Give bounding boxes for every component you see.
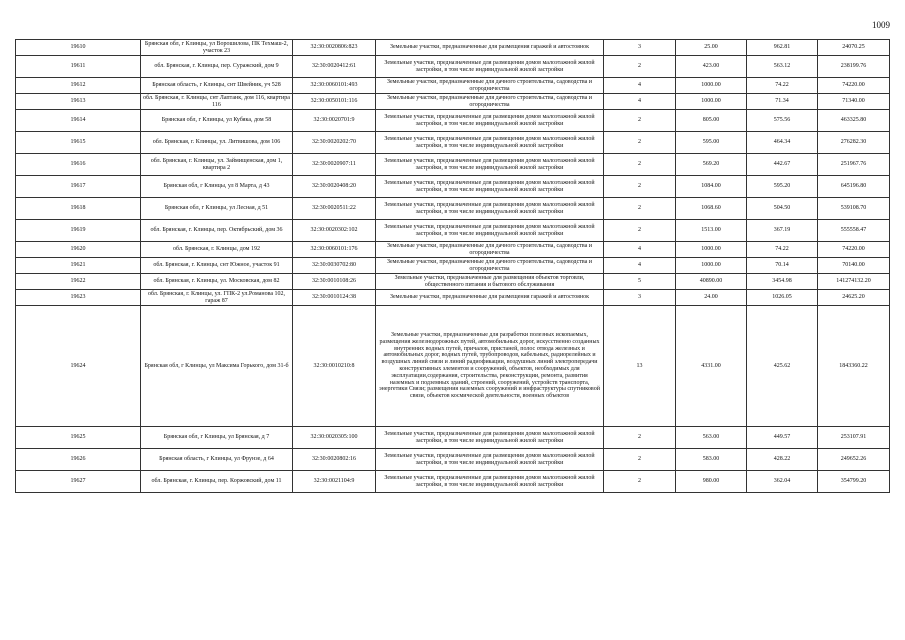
area-cell: 1000.00	[676, 242, 747, 258]
table-row	[16, 258, 890, 274]
row-id-cell: 19620	[16, 242, 141, 258]
land-purpose-cell: Земельные участки, предназначенные для размещения домов малоэтажной жилой застройки, в том числе индивидуальной жилой застройки	[376, 110, 604, 132]
cadastral-number-cell: 32:30:0020302:102	[293, 220, 376, 242]
row-id-cell: 19612	[16, 78, 141, 94]
group-cell: 2	[604, 449, 676, 471]
rate-cell: 504.50	[747, 198, 818, 220]
row-id-cell: 19622	[16, 274, 141, 290]
cadastral-value-cell: 555558.47	[818, 220, 890, 242]
cadastral-number-cell: 32:30:0010124:38	[293, 290, 376, 306]
rate-cell: 442.67	[747, 154, 818, 176]
table-row	[16, 132, 890, 154]
cadastral-value-cell: 24625.20	[818, 290, 890, 306]
cadastral-number-cell: 32:30:0020412:61	[293, 56, 376, 78]
group-cell: 4	[604, 242, 676, 258]
group-cell: 2	[604, 220, 676, 242]
address-cell: обл. Брянская, г. Клинцы, дом 192	[141, 242, 293, 258]
address-cell: обл. Брянская, г. Клинцы, снт Лаптанк, дом 116, квартира 116	[141, 94, 293, 110]
cadastral-number-cell: 32:30:0020701:9	[293, 110, 376, 132]
area-cell: 1068.60	[676, 198, 747, 220]
row-id-cell: 19624	[16, 306, 141, 427]
area-cell: 563.00	[676, 427, 747, 449]
rate-cell: 74.22	[747, 242, 818, 258]
table-row	[16, 40, 890, 56]
rate-cell: 449.57	[747, 427, 818, 449]
cadastral-value-cell: 251967.76	[818, 154, 890, 176]
cadastral-value-cell: 238199.76	[818, 56, 890, 78]
cadastral-value-cell: 70140.00	[818, 258, 890, 274]
group-cell: 2	[604, 198, 676, 220]
rate-cell: 3454.98	[747, 274, 818, 290]
cadastral-value-cell: 74220.00	[818, 78, 890, 94]
row-id-cell: 19618	[16, 198, 141, 220]
group-cell: 5	[604, 274, 676, 290]
address-cell: Брянская обл, г Клинцы, ул Лесная, д 51	[141, 198, 293, 220]
table-row	[16, 110, 890, 132]
rate-cell: 464.34	[747, 132, 818, 154]
land-purpose-cell: Земельные участки, предназначенные для размещения домов малоэтажной жилой застройки, в том числе индивидуальной жилой застройки	[376, 132, 604, 154]
rate-cell: 1026.05	[747, 290, 818, 306]
cadastral-number-cell: 32:30:0020511:22	[293, 198, 376, 220]
land-purpose-cell: Земельные участки, предназначенные для размещения домов малоэтажной жилой застройки, в том числе индивидуальной жилой застройки	[376, 220, 604, 242]
cadastral-value-cell: 645196.80	[818, 176, 890, 198]
table-row	[16, 220, 890, 242]
area-cell: 40890.00	[676, 274, 747, 290]
table-row	[16, 449, 890, 471]
rate-cell: 425.62	[747, 306, 818, 427]
table-row	[16, 427, 890, 449]
land-purpose-cell: Земельные участки, предназначенные для дачного строительства, садоводства и огородничества	[376, 78, 604, 94]
area-cell: 805.00	[676, 110, 747, 132]
table-row	[16, 242, 890, 258]
row-id-cell: 19613	[16, 94, 141, 110]
table-row	[16, 78, 890, 94]
cadastral-number-cell: 32:30:0020202:70	[293, 132, 376, 154]
group-cell: 2	[604, 427, 676, 449]
cadastral-number-cell: 32:30:0060101:176	[293, 242, 376, 258]
cadastral-value-cell: 1843360.22	[818, 306, 890, 427]
cadastral-number-cell: 32:30:0020802:16	[293, 449, 376, 471]
group-cell: 4	[604, 258, 676, 274]
address-cell: Брянская обл, г Клинцы, ул Кубяка, дом 58	[141, 110, 293, 132]
table-row	[16, 274, 890, 290]
row-id-cell: 19614	[16, 110, 141, 132]
cadastral-number-cell: 32:30:0020408:20	[293, 176, 376, 198]
cadastral-number-cell: 32:30:0020806:823	[293, 40, 376, 56]
address-cell: Брянская область, г Клинцы, снт Швейник, уч 528	[141, 78, 293, 94]
cadastral-number-cell: 32:30:0020305:100	[293, 427, 376, 449]
row-id-cell: 19619	[16, 220, 141, 242]
land-purpose-cell: Земельные участки, предназначенные для размещения домов малоэтажной жилой застройки, в том числе индивидуальной жилой застройки	[376, 176, 604, 198]
cadastral-number-cell: 32:30:0010108:26	[293, 274, 376, 290]
cadastral-number-cell: 32:30:0050101:116	[293, 94, 376, 110]
area-cell: 1513.00	[676, 220, 747, 242]
land-purpose-cell: Земельные участки, предназначенные для дачного строительства, садоводства и огородничества	[376, 242, 604, 258]
cadastral-value-cell: 539108.70	[818, 198, 890, 220]
cadastral-value-cell: 24070.25	[818, 40, 890, 56]
area-cell: 1000.00	[676, 94, 747, 110]
address-cell: Брянская область, г Клинцы, ул Фрунзе, д 64	[141, 449, 293, 471]
cadastral-number-cell: 32:30:0030702:80	[293, 258, 376, 274]
group-cell: 2	[604, 154, 676, 176]
group-cell: 2	[604, 471, 676, 493]
cadastral-number-cell: 32:30:0010210:8	[293, 306, 376, 427]
land-purpose-cell: Земельные участки, предназначенные для размещения гаражей и автостоянок	[376, 290, 604, 306]
rate-cell: 71.34	[747, 94, 818, 110]
cadastral-value-cell: 276282.30	[818, 132, 890, 154]
row-id-cell: 19610	[16, 40, 141, 56]
address-cell: обл. Брянская, г. Клинцы, пер. Суражский, дом 9	[141, 56, 293, 78]
land-purpose-cell: Земельные участки, предназначенные для дачного строительства, садоводства и огородничества	[376, 94, 604, 110]
area-cell: 423.00	[676, 56, 747, 78]
cadastral-value-cell: 74220.00	[818, 242, 890, 258]
group-cell: 13	[604, 306, 676, 427]
address-cell: обл. Брянская, г. Клинцы, ул. ГПК-2 ул.Романова 102, гараж 87	[141, 290, 293, 306]
table-row	[16, 154, 890, 176]
group-cell: 2	[604, 56, 676, 78]
land-purpose-cell: Земельные участки, предназначенные для размещения домов малоэтажной жилой застройки, в том числе индивидуальной жилой застройки	[376, 198, 604, 220]
group-cell: 4	[604, 78, 676, 94]
land-purpose-cell: Земельные участки, предназначенные для размещения домов малоэтажной жилой застройки, в том числе индивидуальной жилой застройки	[376, 427, 604, 449]
page-number: 1009	[872, 20, 890, 30]
area-cell: 1084.00	[676, 176, 747, 198]
land-purpose-cell: Земельные участки, предназначенные для размещения домов малоэтажной жилой застройки, в том числе индивидуальной жилой застройки	[376, 154, 604, 176]
group-cell: 4	[604, 94, 676, 110]
land-purpose-cell: Земельные участки, предназначенные для размещения домов малоэтажной жилой застройки, в том числе индивидуальной жилой застройки	[376, 56, 604, 78]
address-cell: обл. Брянская, г. Клинцы, пер. Октябрьский, дом 36	[141, 220, 293, 242]
row-id-cell: 19611	[16, 56, 141, 78]
table-row	[16, 56, 890, 78]
cadastral-value-cell: 354799.20	[818, 471, 890, 493]
row-id-cell: 19615	[16, 132, 141, 154]
cadastral-number-cell: 32:30:0021104:9	[293, 471, 376, 493]
area-cell: 583.00	[676, 449, 747, 471]
land-purpose-cell: Земельные участки, предназначенные для размещения домов малоэтажной жилой застройки, в том числе индивидуальной жилой застройки	[376, 449, 604, 471]
group-cell: 2	[604, 176, 676, 198]
row-id-cell: 19616	[16, 154, 141, 176]
rate-cell: 563.12	[747, 56, 818, 78]
area-cell: 25.00	[676, 40, 747, 56]
address-cell: Брянская обл, г Клинцы, ул Максима Горького, дом 31-б	[141, 306, 293, 427]
rate-cell: 428.22	[747, 449, 818, 471]
group-cell: 2	[604, 110, 676, 132]
rate-cell: 575.56	[747, 110, 818, 132]
address-cell: обл. Брянская, г. Клинцы, ул. Московская, дом 82	[141, 274, 293, 290]
cadastral-number-cell: 32:30:0020907:11	[293, 154, 376, 176]
cadastral-value-cell: 249652.26	[818, 449, 890, 471]
cadastral-value-cell: 253107.91	[818, 427, 890, 449]
table-row	[16, 176, 890, 198]
area-cell: 595.00	[676, 132, 747, 154]
row-id-cell: 19625	[16, 427, 141, 449]
area-cell: 24.00	[676, 290, 747, 306]
row-id-cell: 19621	[16, 258, 141, 274]
rate-cell: 74.22	[747, 78, 818, 94]
cadastral-value-cell: 141274132.20	[818, 274, 890, 290]
land-purpose-cell: Земельные участки, предназначенные для размещения объектов торговли, общественного питания и бытового обслуживания	[376, 274, 604, 290]
table-row	[16, 94, 890, 110]
row-id-cell: 19623	[16, 290, 141, 306]
row-id-cell: 19627	[16, 471, 141, 493]
table-row	[16, 306, 890, 427]
area-cell: 569.20	[676, 154, 747, 176]
land-purpose-cell: Земельные участки, предназначенные для разработки полезных ископаемых, размещения железнодорожных путей, автомобильных дорог, искусственно созданных внутренних водных путей, причалов, пристаней, полос отвода железных и автомобильных дорог, водных путей, трубопроводов, кабельных, радиорелейных и воздушных линий связи и линий радиофикации, воздушных линий электропередачи конструктивных элементов и сооружений, объектов, необходимых для эксплуатации,содержания, строительства, реконструкции, ремонта, развития наземных и подземных зданий, строений, сооружений, устройств транспорта, энергетики Связи; размещения наземных сооружений и инфраструктуры спутниковой связи, объектов космической деятельности, военных объектов	[376, 306, 604, 427]
table-row	[16, 471, 890, 493]
address-cell: Брянская обл, г Клинцы, ул 8 Марта, д 43	[141, 176, 293, 198]
address-cell: Брянская обл, г Клинцы, ул Брянская, д 7	[141, 427, 293, 449]
rate-cell: 70.14	[747, 258, 818, 274]
rate-cell: 367.19	[747, 220, 818, 242]
group-cell: 3	[604, 290, 676, 306]
address-cell: Брянская обл, г Клинцы, ул Ворошилова, ПК Техмаш-2, участок 23	[141, 40, 293, 56]
table-row	[16, 198, 890, 220]
address-cell: обл. Брянская, г. Клинцы, снт Южное, участок 91	[141, 258, 293, 274]
group-cell: 2	[604, 132, 676, 154]
area-cell: 1000.00	[676, 258, 747, 274]
rate-cell: 962.81	[747, 40, 818, 56]
address-cell: обл. Брянская, г. Клинцы, ул. Литвишова, дом 106	[141, 132, 293, 154]
area-cell: 1000.00	[676, 78, 747, 94]
land-registry-table	[15, 39, 890, 493]
area-cell: 980.00	[676, 471, 747, 493]
row-id-cell: 19626	[16, 449, 141, 471]
cadastral-value-cell: 71340.00	[818, 94, 890, 110]
address-cell: обл. Брянская, г. Клинцы, пер. Коржовский, дом 11	[141, 471, 293, 493]
area-cell: 4331.00	[676, 306, 747, 427]
table-body	[16, 40, 890, 493]
cadastral-number-cell: 32:30:0060101:493	[293, 78, 376, 94]
land-purpose-cell: Земельные участки, предназначенные для размещения домов малоэтажной жилой застройки, в том числе индивидуальной жилой застройки	[376, 471, 604, 493]
rate-cell: 362.04	[747, 471, 818, 493]
address-cell: обл. Брянская, г. Клинцы, ул. Займищенская, дом 1, квартира 2	[141, 154, 293, 176]
land-purpose-cell: Земельные участки, предназначенные для дачного строительства, садоводства и огородничества	[376, 258, 604, 274]
row-id-cell: 19617	[16, 176, 141, 198]
land-purpose-cell: Земельные участки, предназначенные для размещения гаражей и автостоянок	[376, 40, 604, 56]
cadastral-value-cell: 463325.80	[818, 110, 890, 132]
group-cell: 3	[604, 40, 676, 56]
table-row	[16, 290, 890, 306]
rate-cell: 595.20	[747, 176, 818, 198]
